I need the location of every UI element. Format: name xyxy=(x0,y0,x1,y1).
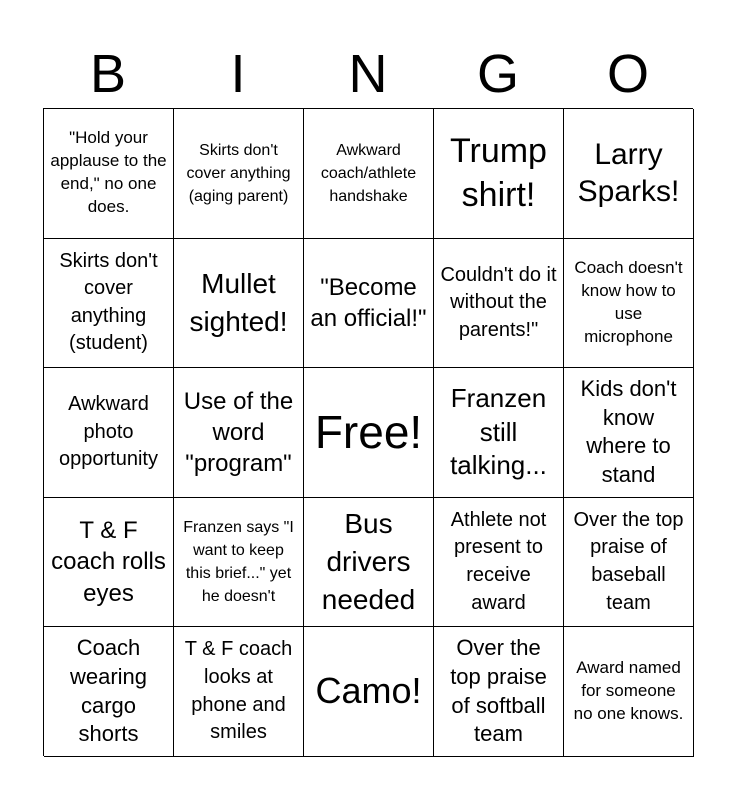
bingo-cell[interactable]: Over the top praise of softball team xyxy=(434,627,564,757)
bingo-cell[interactable]: Trump shirt! xyxy=(434,109,564,239)
bingo-cell[interactable]: Mullet sighted! xyxy=(174,239,304,369)
bingo-header xyxy=(43,40,693,108)
header-letter-o: O xyxy=(606,44,649,104)
bingo-cell[interactable]: Coach wearing cargo shorts xyxy=(44,627,174,757)
header-letter-i: I xyxy=(230,44,246,104)
bingo-grid xyxy=(43,108,693,756)
header-letter-g: G xyxy=(476,44,519,104)
bingo-cell[interactable]: Awkward photo opportunity xyxy=(44,368,174,498)
bingo-cell[interactable]: Couldn't do it without the parents!" xyxy=(434,239,564,369)
bingo-cell[interactable]: Skirts don't cover anything (student) xyxy=(44,239,174,369)
bingo-cell[interactable]: T & F coach looks at phone and smiles xyxy=(174,627,304,757)
bingo-cell[interactable]: Coach doesn't know how to use microphone xyxy=(564,239,694,369)
bingo-cell[interactable]: "Become an official!" xyxy=(304,239,434,369)
bingo-cell[interactable]: Award named for someone no one knows. xyxy=(564,627,694,757)
bingo-cell[interactable]: Bus drivers needed xyxy=(304,498,434,628)
bingo-cell[interactable]: Over the top praise of baseball team xyxy=(564,498,694,628)
header-letter-b: B xyxy=(89,44,127,104)
bingo-cell[interactable]: Franzen still talking... xyxy=(434,368,564,498)
bingo-cell[interactable]: "Hold your applause to the end," no one does. xyxy=(44,109,174,239)
bingo-cell[interactable]: T & F coach rolls eyes xyxy=(44,498,174,628)
bingo-cell[interactable]: Franzen says "I want to keep this brief..." yet he doesn't xyxy=(174,498,304,628)
bingo-cell[interactable]: Awkward coach/athlete handshake xyxy=(304,109,434,239)
free-space-cell[interactable]: Free! xyxy=(304,368,434,498)
bingo-cell[interactable]: Kids don't know where to stand xyxy=(564,368,694,498)
bingo-cell[interactable]: Use of the word "program" xyxy=(174,368,304,498)
bingo-cell[interactable]: Athlete not present to receive award xyxy=(434,498,564,628)
header-letter-n: N xyxy=(348,44,388,104)
bingo-cell[interactable]: Larry Sparks! xyxy=(564,109,694,239)
bingo-cell[interactable]: Skirts don't cover anything (aging parent) xyxy=(174,109,304,239)
bingo-cell[interactable]: Camo! xyxy=(304,627,434,757)
